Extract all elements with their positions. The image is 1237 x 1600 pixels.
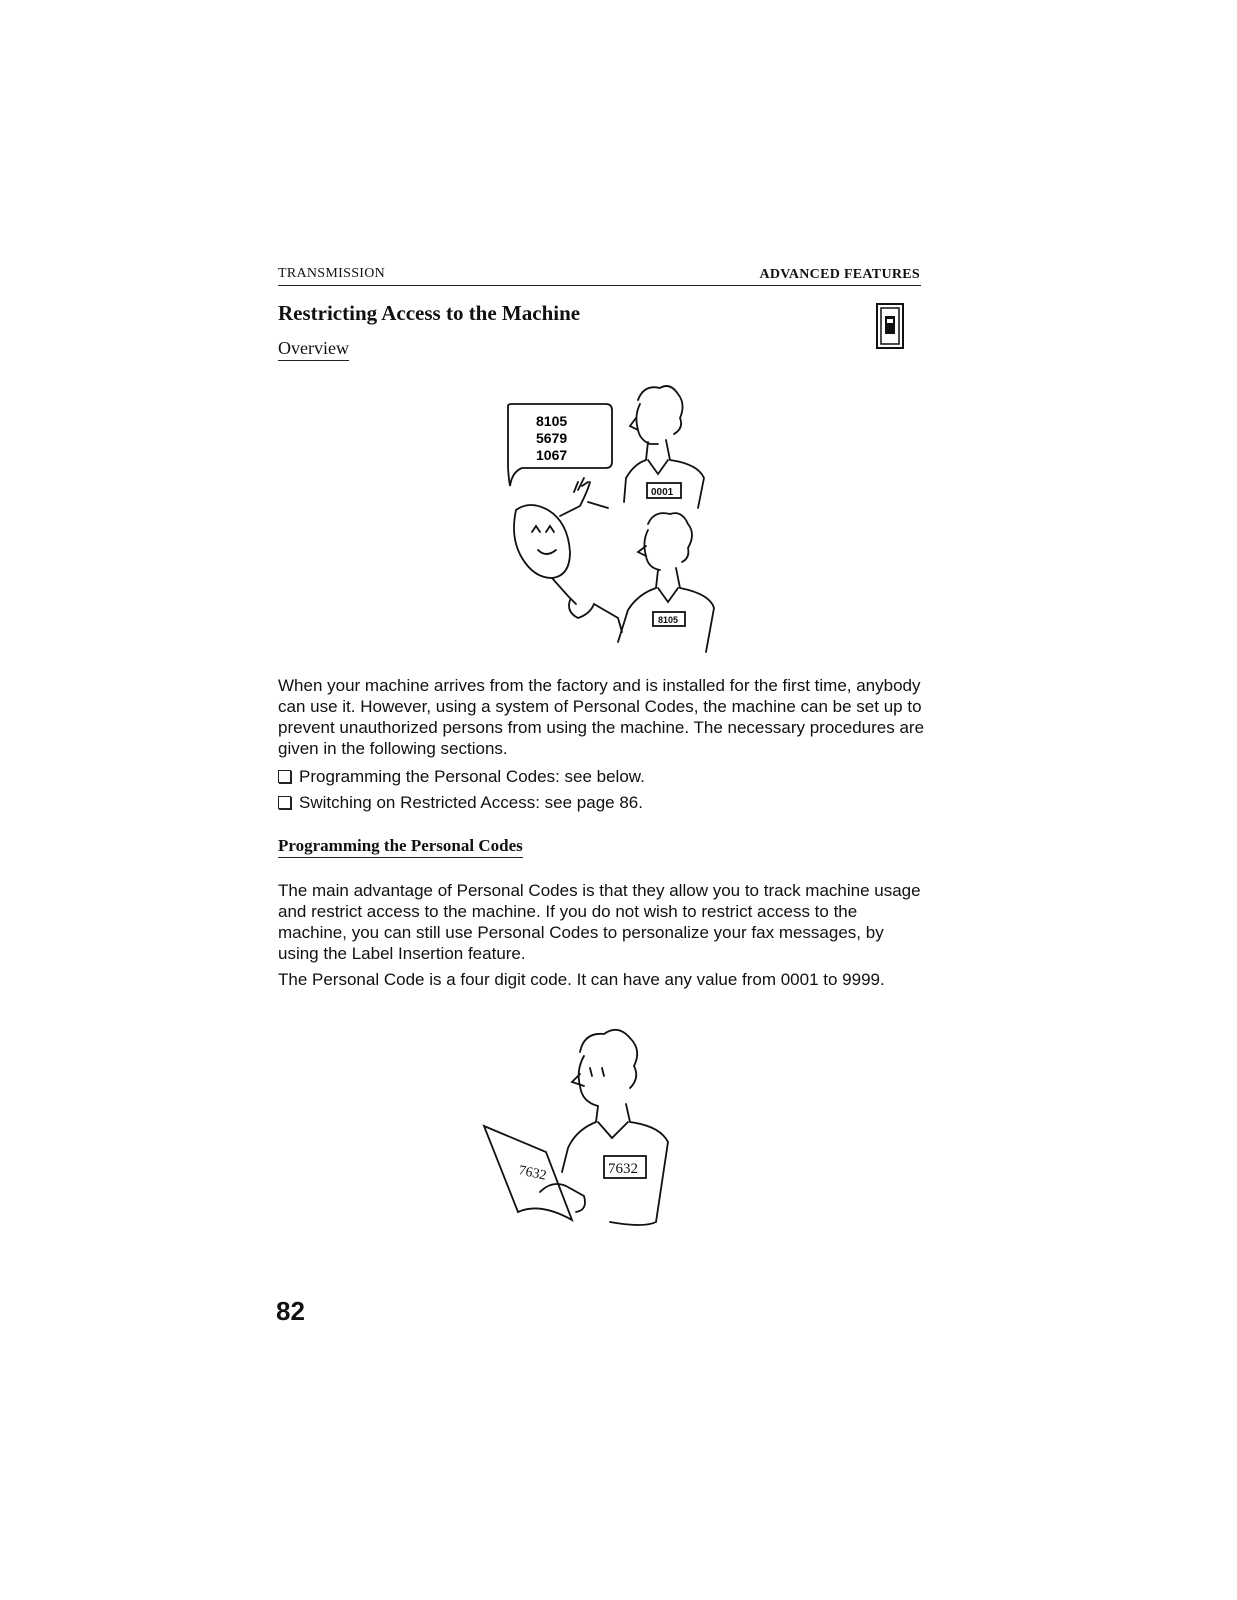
bullet-text: Programming the Personal Codes: see below.	[299, 767, 645, 786]
programming-paragraph-2: The Personal Code is a four digit code. It can have any value from 0001 to 9999.	[278, 970, 885, 989]
running-header-section: TRANSMISSION	[278, 266, 386, 281]
speech-code-3: 1067	[536, 447, 568, 463]
overview-paragraph: When your machine arrives from the factory and is installed for the first time, anybody can use it. However, using a system of Personal Codes, the machine can be set up to prevent unauthorized persons from using the machine. The necessary procedures are given in the following sections.	[278, 676, 925, 758]
page-title: Restricting Access to the Machine	[278, 301, 581, 325]
programming-paragraph-1: The main advantage of Personal Codes is that they allow you to track machine usage and restrict access to the machine. If you do not wish to restrict access to the machine, you can still use Personal Codes to personalize your fax messages, by using the Label Insertion feature.	[278, 881, 921, 963]
bullet-box-icon	[278, 796, 291, 809]
bottom-person-figure	[569, 513, 714, 652]
bullet-box-icon	[278, 770, 291, 783]
badge-top-code: 0001	[651, 487, 674, 498]
overview-heading: Overview	[278, 338, 349, 361]
bullet-item	[278, 766, 645, 787]
header-rule	[278, 285, 921, 286]
paper-code: 7632	[517, 1163, 548, 1184]
badge-code: 7632	[608, 1161, 638, 1177]
speech-code-1: 8105	[536, 413, 568, 429]
fax-machine-icon	[876, 303, 904, 349]
speech-code-2: 5679	[536, 430, 568, 446]
personal-codes-illustration	[498, 382, 738, 662]
bullet-item	[278, 792, 643, 813]
page-number: 82	[276, 1296, 305, 1326]
bullet-text: Switching on Restricted Access: see page 86.	[299, 793, 643, 812]
personal-code-sheet-illustration	[480, 1022, 700, 1237]
top-person-figure	[624, 386, 704, 508]
programming-heading: Programming the Personal Codes	[278, 836, 523, 858]
face-paddle-figure	[514, 478, 608, 604]
running-header-chapter: ADVANCED FEATURES	[759, 267, 920, 282]
badge-bottom-code: 8105	[658, 615, 679, 625]
